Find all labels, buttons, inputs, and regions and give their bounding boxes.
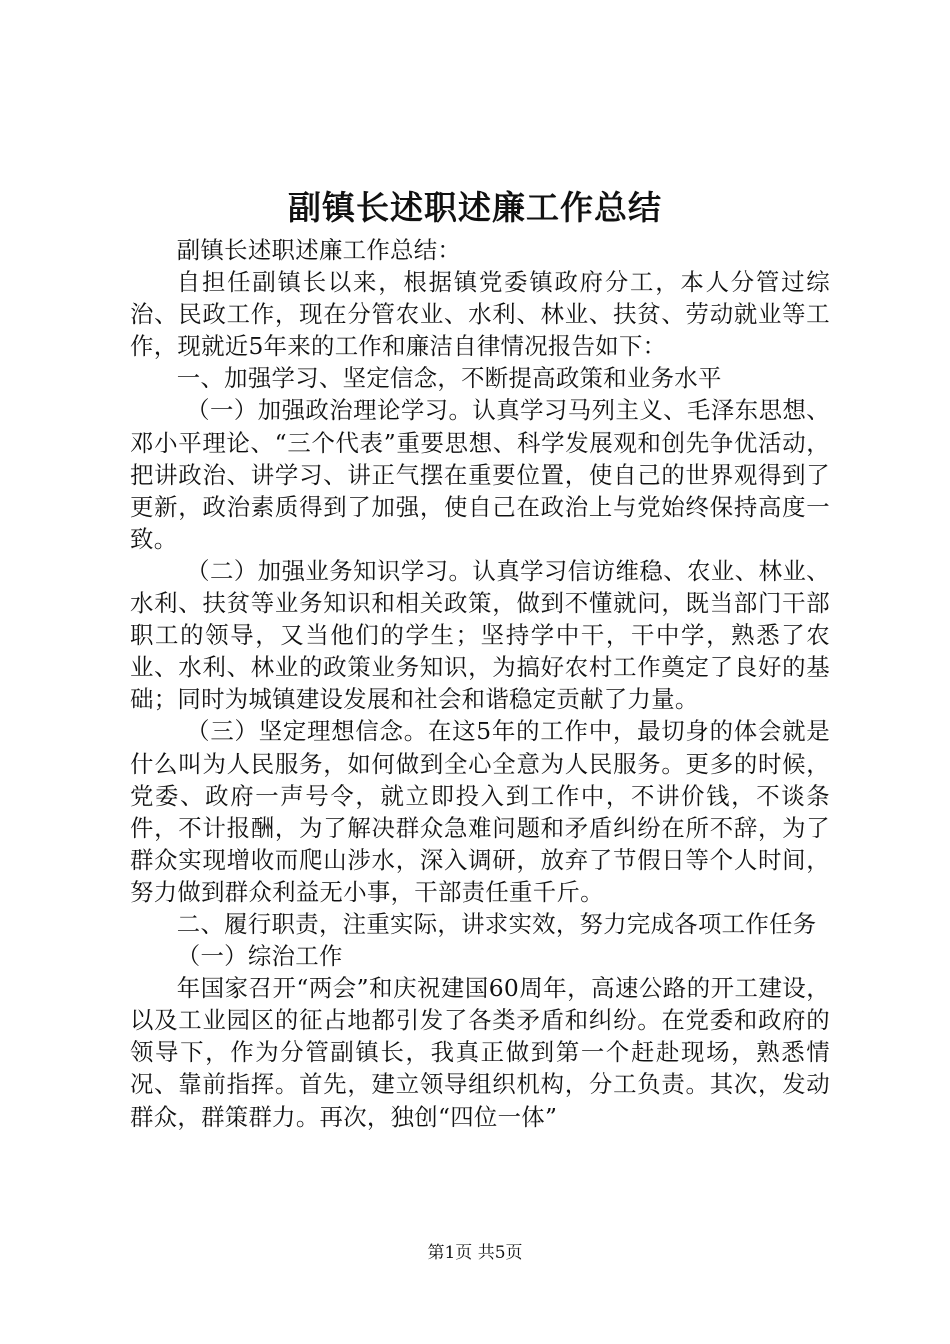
subsection-heading-2-1: （一）综治工作 [176,942,343,971]
section-heading-1: 一、加强学习、坚定信念，不断提高政策和业务水平 [176,364,722,393]
paragraph-2-1: 年国家召开“两会”和庆祝建国60周年，高速公路的开工建设，以及工业园区的征占地都引发了各类矛盾和纠纷。在党委和政府的领导下，作为分管副镇长，我真正做到第一个赶赴现场，熟悉情况、靠前指挥。首先，建立领导组织机构，分工负责。其次，发动群众，群策群力。再次，独创“四位一体” [130,974,830,1131]
paragraph-heading-line: 副镇长述职述廉工作总结： [176,236,462,264]
document-title: 副镇长述职述廉工作总结 [288,188,662,227]
paragraph-1-3: （三）坚定理想信念。在这5年的工作中，最切身的体会就是什么叫为人民服务，如何做到全心全意为人民服务。更多的时候，党委、政府一声号令，就立即投入到工作中，不讲价钱，不谈条件，不计报酬，为了解决群众急难问题和矛盾纠纷在所不辞，为了群众实现增收而爬山涉水，深入调研，放弃了节假日等个人时间，努力做到群众利益无小事，干部责任重千斤。 [130,717,830,906]
paragraph-1-2: （二）加强业务知识学习。认真学习信访维稳、农业、林业、水利、扶贫等业务知识和相关政策，做到不懂就问，既当部门干部职工的领导，又当他们的学生；坚持学中干，干中学，熟悉了农业、水利、林业的政策业务知识，为搞好农村工作奠定了良好的基础；同时为城镇建设发展和社会和谐稳定贡献了力量。 [130,556,830,714]
document-body [130,234,830,1133]
page-footer: 第1页 共5页 [427,1243,523,1263]
section-heading-2: 二、履行职责，注重实际，讲求实效，努力完成各项工作任务 [176,909,817,938]
paragraph-intro: 自担任副镇长以来，根据镇党委镇政府分工，本人分管过综治、民政工作，现在分管农业、水利、林业、扶贫、劳动就业等工作，现就近5年来的工作和廉洁自律情况报告如下： [130,268,830,361]
paragraph-1-1: （一）加强政治理论学习。认真学习马列主义、毛泽东思想、邓小平理论、“三个代表”重要思想、科学发展观和创先争优活动，把讲政治、讲学习、讲正气摆在重要位置，使自己的世界观得到了更新，政治素质得到了加强，使自己在政治上与党始终保持高度一致。 [130,396,830,553]
